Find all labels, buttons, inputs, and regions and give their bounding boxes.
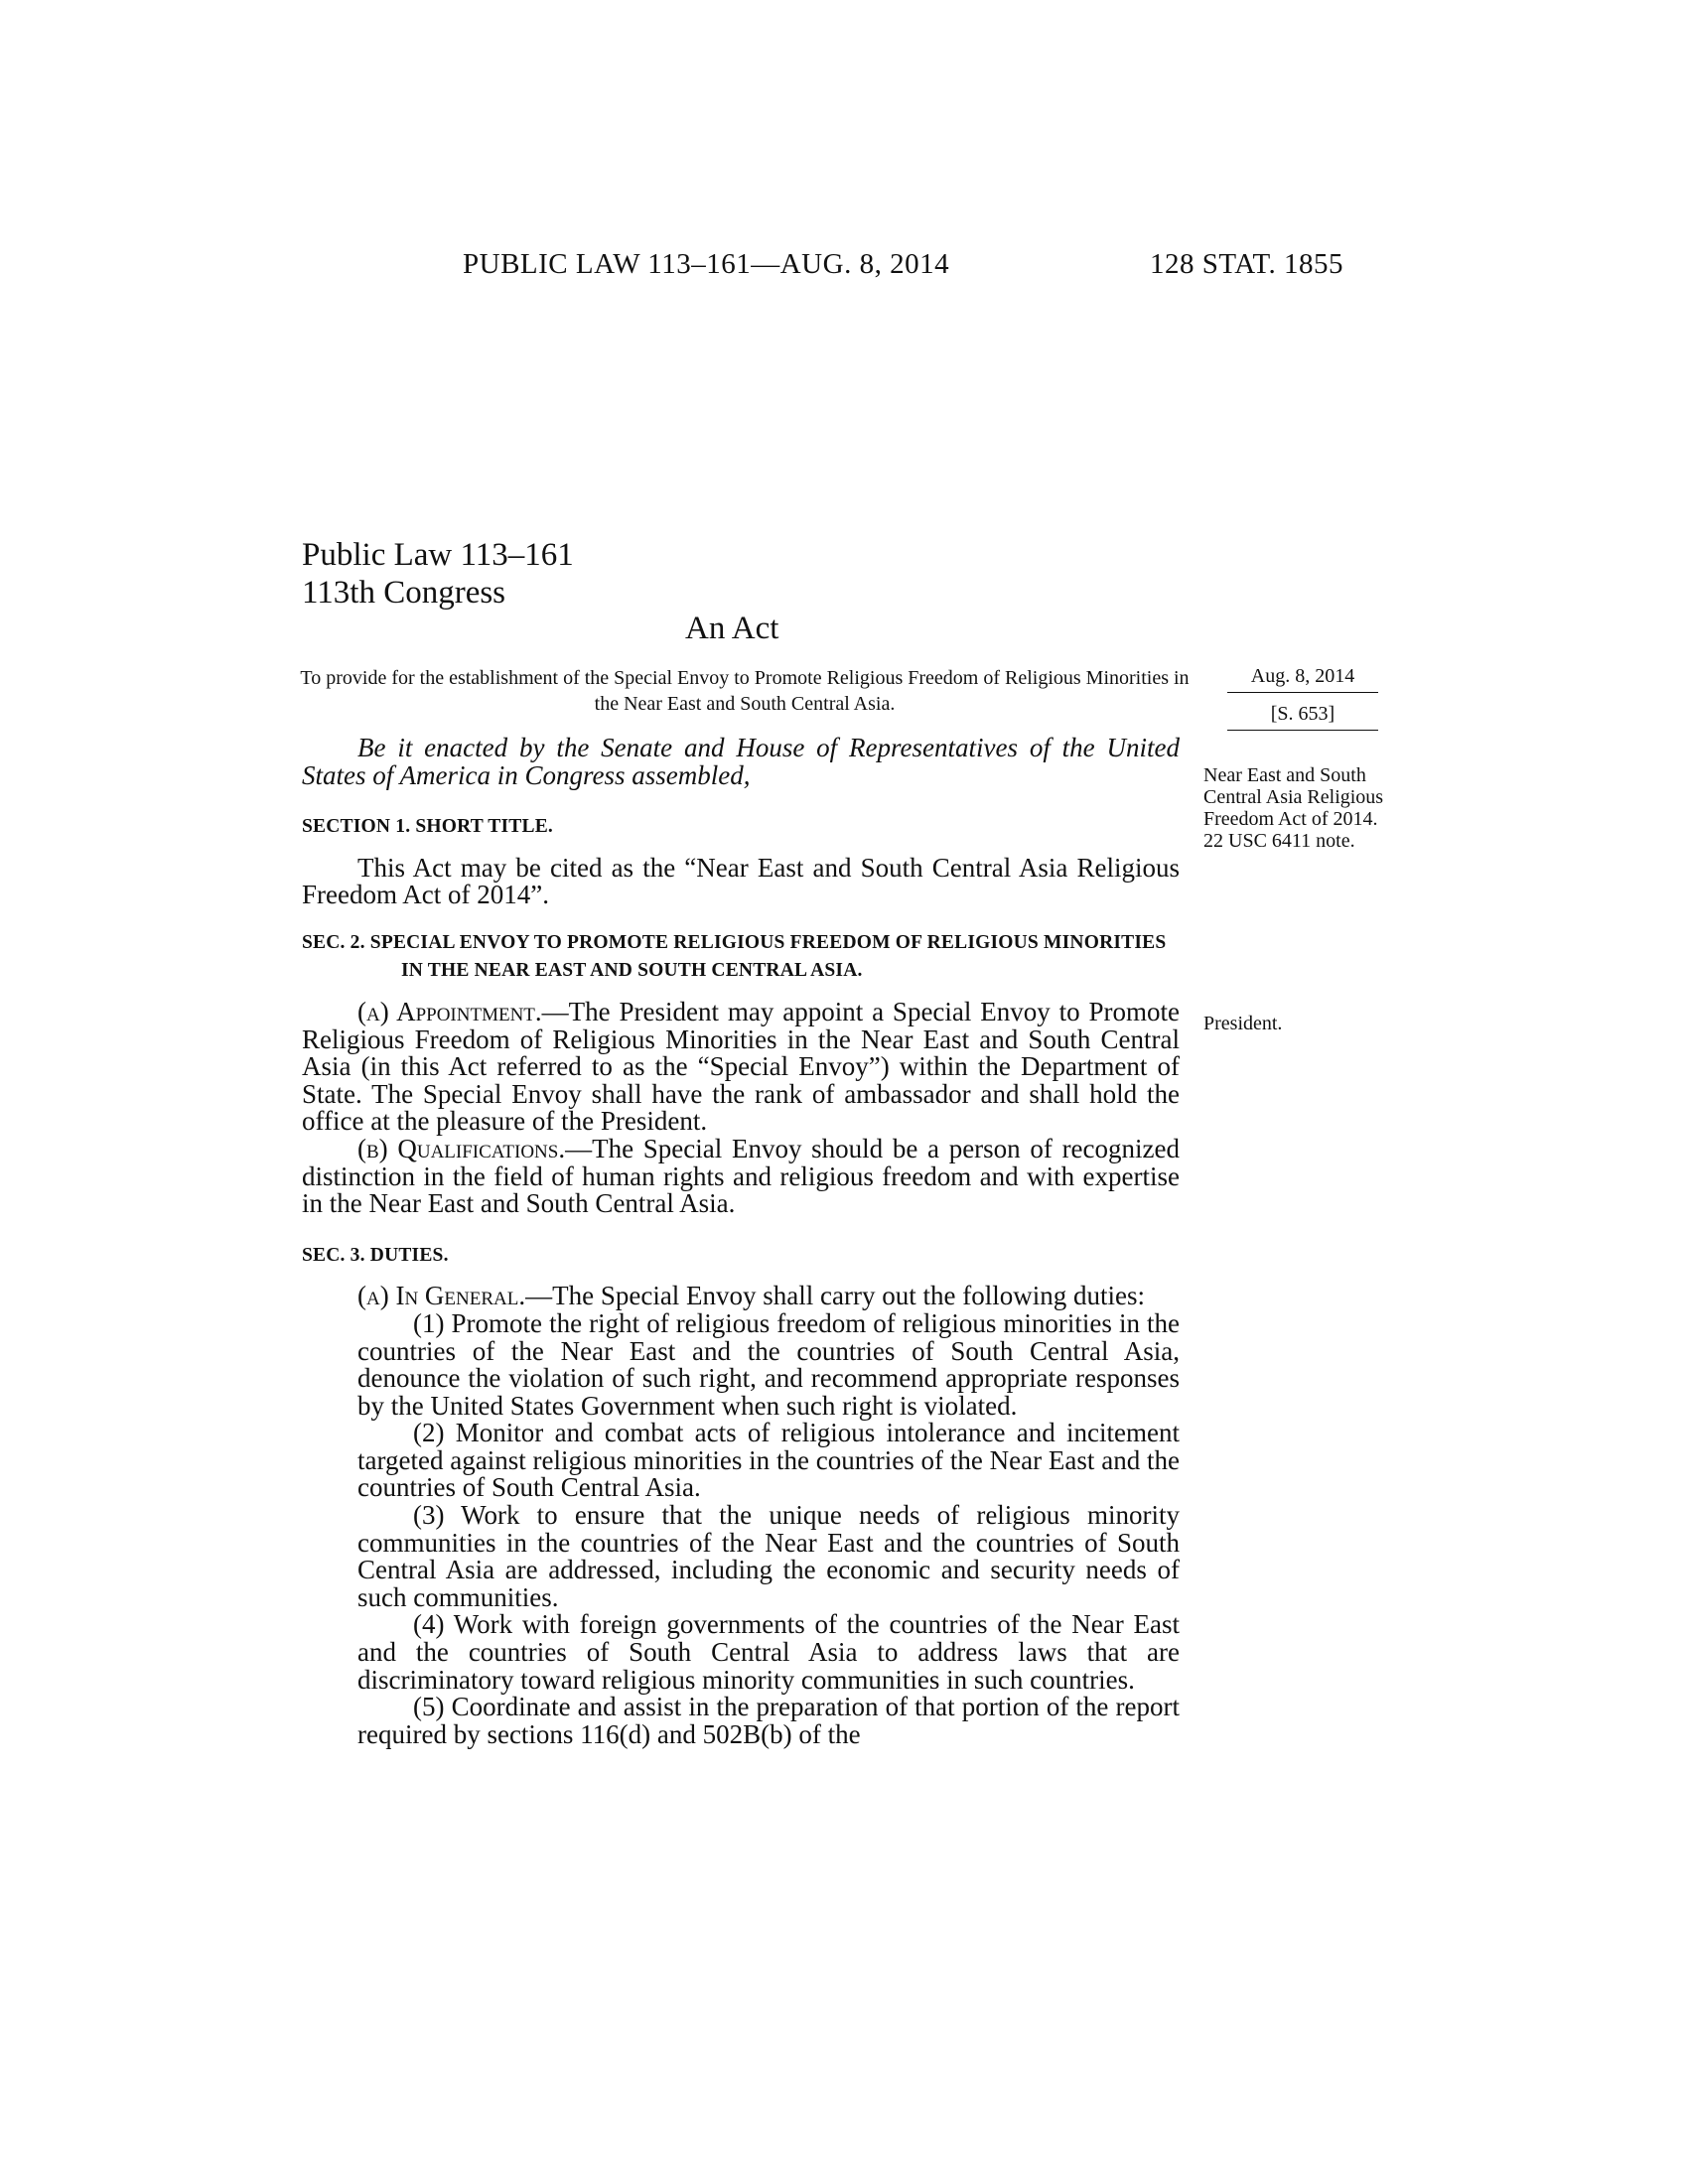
enactment-date [1227, 665, 1378, 693]
section-2-subsection-b [302, 1133, 1180, 1219]
statutes-citation: 128 STAT. 1855 [1150, 248, 1344, 280]
section-2-subsection-a [302, 996, 1180, 1137]
section-3-heading: SEC. 3. DUTIES. [302, 1244, 449, 1266]
section-3-a-label: (a) In General. [357, 1281, 526, 1311]
duty-paragraph: (1) Promote the right of religious freedom of religious minorities in the countries of the Near East and the countries of South Central Asia, denounce the violation of such right, and recommend appropriate responses by the United States Government when such right is violated. [357, 1307, 1180, 1421]
duty-paragraph: (3) Work to ensure that the unique needs of religious minority communities in the countries of the Near East and the countries of South Central Asia are addressed, including the economic and security needs of such communities. [357, 1500, 1180, 1612]
margin-note-president: President. [1203, 1013, 1283, 1034]
bill-number-text: [S. 653] [1227, 699, 1378, 731]
law-number: Public Law 113–161 [302, 537, 574, 573]
subsection-a-label: (a) Appointment. [357, 996, 542, 1026]
section-1-text: This Act may be cited as the “Near East and South Central Asia Religious Freedom Act of 2014”. [302, 852, 1180, 910]
section-3-a-text: —The Special Envoy shall carry out the following duties: [525, 1281, 1145, 1311]
bill-number [1227, 699, 1378, 731]
margin-note-short-title: Near East and South Central Asia Religious Freedom Act of 2014. 22 USC 6411 note. [1203, 764, 1384, 852]
section-2-heading: SEC. 2. SPECIAL ENVOY TO PROMOTE RELIGIOUS FREEDOM OF RELIGIOUS MINORITIES IN THE NEAR EAST AND SOUTH CENTRAL ASIA. [302, 931, 1167, 981]
law-body [302, 735, 1180, 1748]
act-heading: An Act [685, 611, 779, 646]
enactment-date-text: Aug. 8, 2014 [1227, 665, 1378, 693]
congress-number: 113th Congress [302, 575, 506, 611]
act-purpose: To provide for the establishment of the Special Envoy to Promote Religious Freedom of Religious Minorities in the Near East and South Central Asia. [300, 667, 1190, 715]
enacting-clause: Be it enacted by the Senate and House of Representatives of the United States of America in Congress assembled, [302, 733, 1180, 790]
subsection-b-text: —The Special Envoy should be a person of recognized distinction in the field of human rights and religious freedom and with expertise in the Near East and South Central Asia. [302, 1133, 1180, 1219]
section-3-subsection-a [302, 1283, 1180, 1310]
duty-paragraph: (4) Work with foreign governments of the countries of the Near East and the countries of South Central Asia to address laws that are discriminatory toward religious minority communities in such countries. [357, 1609, 1180, 1695]
subsection-b-label: (b) Qualifications. [357, 1133, 566, 1163]
law-title-block [302, 536, 574, 612]
section-1-heading: SECTION 1. SHORT TITLE. [302, 816, 553, 838]
running-head: PUBLIC LAW 113–161—AUG. 8, 2014 [463, 248, 950, 280]
duty-paragraph: (2) Monitor and combat acts of religious intolerance and incitement targeted against religious minorities in the countries of the Near East and the countries of South Central Asia. [357, 1418, 1180, 1503]
subsection-a-text: —The President may appoint a Special Envoy to Promote Religious Freedom of Religious Minorities in the Near East and South Central Asia (in this Act referred to as the “Special Envoy”) within the Department of State. The Special Envoy shall have the rank of ambassador and shall hold the office at the pleasure of the President. [302, 996, 1180, 1137]
duty-paragraph: (5) Coordinate and assist in the preparation of that portion of the report required by sections 116(d) and 502B(b) of the [357, 1692, 1180, 1749]
